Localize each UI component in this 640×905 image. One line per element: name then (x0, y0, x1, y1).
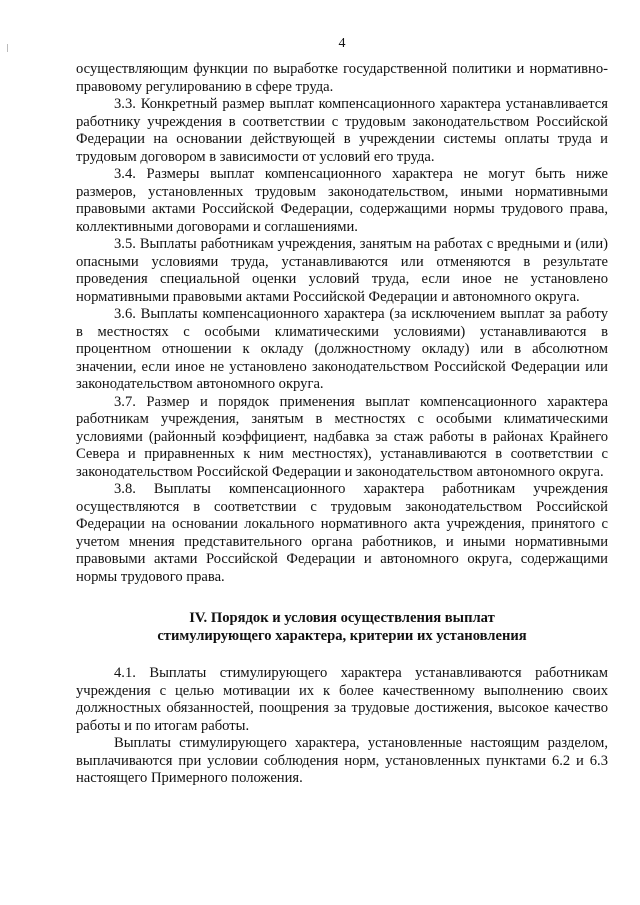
section-heading (76, 610, 608, 645)
page-number: 4 (338, 36, 346, 51)
paragraph-3-6: 3.6. Выплаты компенсационного характера (за исключением выплат за работу в местностях с особыми климатическими условиями) устанавливаются в процентном отношении к окладу (должностному окладу) или в абсолютном значении, если иное не установлено законодательством Российской Федерации или законодательством автономного округа. (76, 306, 608, 392)
document-page (76, 36, 608, 896)
paragraph-4-1: 4.1. Выплаты стимулирующего характера устанавливаются работникам учреждения с целью мотивации их к более качественному выполнению своих должностных обязанностей, поощрения за трудовые достижения, высокое качество работы и по итогам работы. (76, 665, 608, 734)
section-heading-line-1: IV. Порядок и условия осуществления выплат (189, 610, 495, 626)
paragraph-continuation: осуществляющим функции по выработке государственной политики и нормативно-правовому регулированию в сфере труда. (76, 61, 608, 95)
section-heading-line-2: стимулирующего характера, критерии их установления (157, 627, 527, 644)
paragraph-3-4: 3.4. Размеры выплат компенсационного характера не могут быть ниже размеров, установленных трудовым законодательством, иными нормативными правовыми актами Российской Федерации, содержащими нормы трудового права, коллективными договорами и соглашениями. (76, 166, 608, 235)
scan-margin-mark (7, 44, 11, 52)
paragraph-3-8: 3.8. Выплаты компенсационного характера работникам учреждения осуществляются в соответствии с трудовым законодательством Российской Федерации на основании локального нормативного акта учреждения, принятого с учетом мнения представительного органа работников, и иными нормативными правовыми актами Российской Федерации и автономного округа, содержащими нормы трудового права. (76, 481, 608, 585)
paragraph-3-5: 3.5. Выплаты работникам учреждения, занятым на работах с вредными и (или) опасными условиями труда, устанавливаются или отменяются в результате проведения специальной оценки условий труда, если иное не установлено нормативными правовыми актами Российской Федерации и автономного округа. (76, 236, 608, 305)
document-body (76, 61, 608, 788)
paragraph-3-3: 3.3. Конкретный размер выплат компенсационного характера устанавливается работнику учреждения в соответствии с трудовым законодательством Российской Федерации на основании действующей в учреждении системы оплаты труда и трудовым договором в зависимости от условий его труда. (76, 96, 608, 165)
paragraph-3-7: 3.7. Размер и порядок применения выплат компенсационного характера работникам учреждения, занятым в местностях с особыми климатическими условиями (районный коэффициент, надбавка за стаж работы в районах Крайнего Севера и приравненных к ним местностях), устанавливаются в соответствии с законодательством Российской Федерации и законодательством автономного округа. (76, 393, 608, 480)
paragraph-4-1-continued: Выплаты стимулирующего характера, установленные настоящим разделом, выплачиваются при условии соблюдения норм, установленных пунктами 6.2 и 6.3 настоящего Примерного положения. (76, 735, 608, 786)
